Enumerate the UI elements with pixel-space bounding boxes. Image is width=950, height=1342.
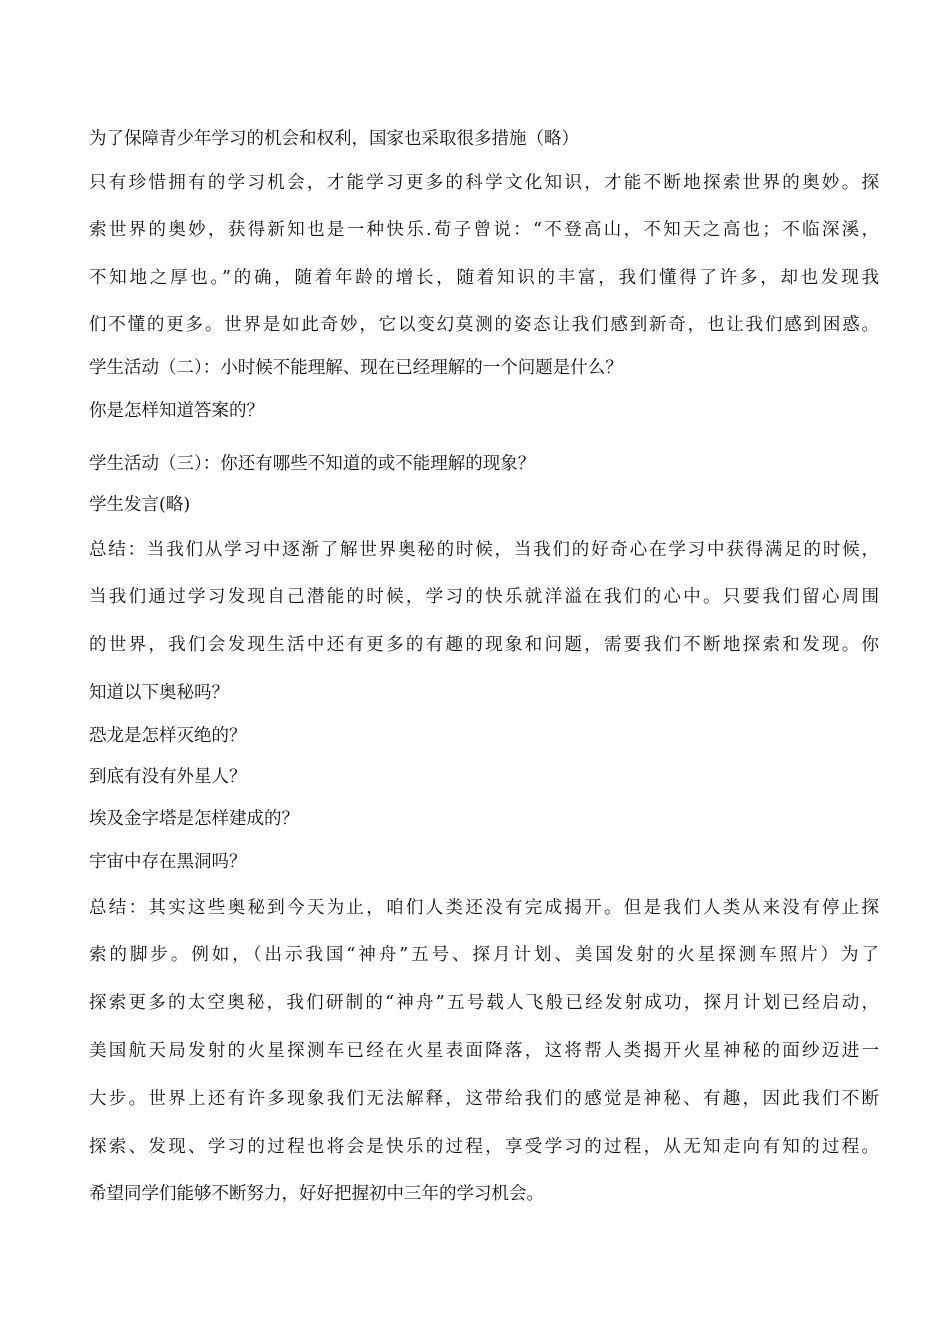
text-line: 学生发言(略) [89,495,191,515]
text-line: 总结：当我们从学习中逐渐了解世界奥秘的时候，当我们的好奇心在学习中获得满足的时候， [89,540,879,560]
text-line: 总结：其实这些奥秘到今天为止，咱们人类还没有完成揭开。但是我们人类从来没有停止探 [89,898,879,918]
text-line: 宇宙中存在黑洞吗？ [89,852,247,872]
text-line: 索的脚步。例如，（出示我国“神舟”五号、探月计划、美国发射的火星探测车照片）为了 [89,945,879,965]
text-line: 们不懂的更多。世界是如此奇妙，它以变幻莫测的姿态让我们感到新奇，也让我们感到困惑。 [89,315,879,335]
text-line: 你是怎样知道答案的？ [89,401,264,421]
text-line: 为了保障青少年学习的机会和权利，国家也采取很多措施（略） [89,129,579,149]
text-line: 埃及金字塔是怎样建成的？ [89,809,299,829]
text-line: 希望同学们能够不断努力，好好把握初中三年的学习机会。 [89,1184,544,1204]
text-line: 探索更多的太空奥秘，我们研制的“神舟”五号载人飞般已经发射成功，探月计划已经启动， [89,993,879,1013]
text-line: 探索、发现、学习的过程也将会是快乐的过程，享受学习的过程，从无知走向有知的过程。 [89,1137,879,1157]
text-line: 索世界的奥妙，获得新知也是一种快乐.荀子曾说：“不登高山，不知天之高也；不临深溪， [89,220,879,240]
text-line: 大步。世界上还有许多现象我们无法解释，这带给我们的感觉是神秘、有趣，因此我们不断 [89,1089,879,1109]
text-line: 只有珍惜拥有的学习机会，才能学习更多的科学文化知识，才能不断地探索世界的奥妙。探 [89,173,879,193]
text-line: 学生活动（二）：小时候不能理解、现在已经理解的一个问题是什么？ [89,358,623,378]
text-line: 学生活动（三）：你还有哪些不知道的或不能理解的现象？ [89,454,536,474]
text-line: 到底有没有外星人？ [89,767,247,787]
text-line: 美国航天局发射的火星探测车已经在火星表面降落，这将帮人类揭开火星神秘的面纱迈进一 [89,1041,879,1061]
text-line: 恐龙是怎样灭绝的？ [89,726,247,746]
text-line: 知道以下奥秘吗？ [89,683,229,703]
text-line: 的世界，我们会发现生活中还有更多的有趣的现象和问题，需要我们不断地探索和发现。你 [89,635,879,655]
text-line: 当我们通过学习发现自己潜能的时候，学习的快乐就洋溢在我们的心中。只要我们留心周围 [89,587,879,607]
text-line: 不知地之厚也。”的确，随着年龄的增长，随着知识的丰富，我们懂得了许多，却也发现我 [89,268,879,288]
